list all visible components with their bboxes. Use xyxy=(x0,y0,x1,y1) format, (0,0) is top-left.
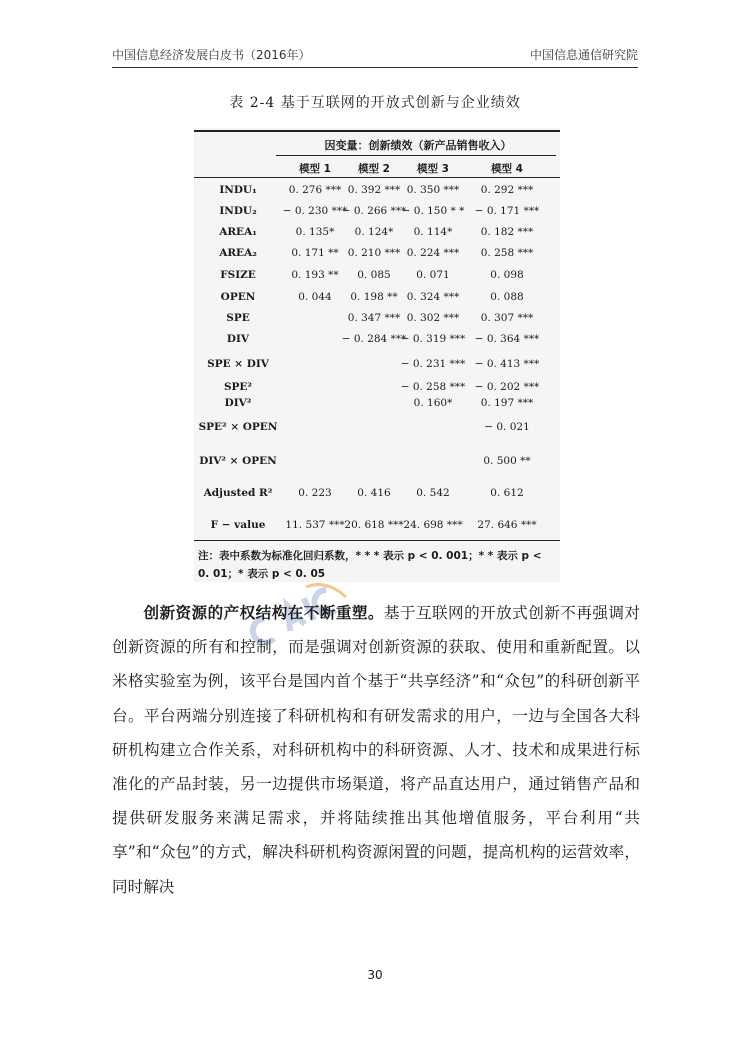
table-cell: 24. 698 *** xyxy=(403,519,463,531)
table-cell: 0. 085 xyxy=(357,269,391,281)
table-top-rule xyxy=(194,130,560,132)
model-header: 模型 1 xyxy=(299,163,331,175)
table-cell: − 0. 364 *** xyxy=(474,333,540,345)
table-row-label: AREA₁ xyxy=(219,226,257,238)
table-cell: − 0. 319 *** xyxy=(400,333,466,345)
regression-table-image xyxy=(194,128,560,582)
table-row-label: DIV² × OPEN xyxy=(199,455,277,467)
page-number: 30 xyxy=(367,968,383,982)
header-organization: 中国信息通信研究院 xyxy=(529,48,638,62)
model-header: 模型 2 xyxy=(358,163,390,175)
table-cell: − 0. 202 *** xyxy=(474,381,540,393)
table-cell: − 0. 231 *** xyxy=(400,358,466,370)
table-cell: 0. 098 xyxy=(490,269,524,281)
table-title: 表 2-4 基于互联网的开放式创新与企业绩效 xyxy=(229,95,521,111)
table-cell: 0. 302 *** xyxy=(406,312,460,324)
table-row-label: INDU₂ xyxy=(219,205,257,217)
table-cell: 0. 044 xyxy=(298,291,332,303)
table-cell: 0. 171 ** xyxy=(291,247,339,259)
table-cell: 0. 114* xyxy=(413,226,453,238)
body-paragraph xyxy=(112,596,640,904)
table-cell: 20. 618 *** xyxy=(344,519,404,531)
table-row-label: AREA₂ xyxy=(219,247,257,259)
table-row-label: DIV² xyxy=(224,397,252,409)
table-cell: 0. 182 *** xyxy=(480,226,534,238)
header-divider xyxy=(112,67,638,68)
table-cell: 0. 276 *** xyxy=(288,184,342,196)
table-cell: 0. 416 xyxy=(357,487,391,499)
table-cell: 0. 292 *** xyxy=(480,184,534,196)
table-cell: − 0. 230 *** xyxy=(282,205,348,217)
table-cell: − 0. 413 *** xyxy=(474,358,540,370)
table-header-rule xyxy=(194,177,560,178)
table-row-label: Adjusted R² xyxy=(203,487,273,499)
table-cell: 0. 350 *** xyxy=(406,184,460,196)
table-cell: 0. 500 ** xyxy=(483,455,531,467)
model-header: 模型 3 xyxy=(417,163,449,175)
table-bottom-rule xyxy=(194,540,560,541)
table-cell: 0. 392 *** xyxy=(347,184,401,196)
table-cell: 0. 071 xyxy=(416,269,450,281)
table-cell: 0. 198 ** xyxy=(350,291,398,303)
table-cell: 0. 612 xyxy=(490,487,524,499)
table-cell: − 0. 021 xyxy=(484,421,530,433)
table-row-label: INDU₁ xyxy=(219,184,257,196)
table-row-label: OPEN xyxy=(220,291,256,303)
table-subheader-rule xyxy=(276,155,556,156)
table-cell: − 0. 258 *** xyxy=(400,381,466,393)
dependent-variable-header: 因变量：创新绩效（新产品销售收入） xyxy=(324,139,512,152)
table-row-label: DIV xyxy=(226,333,250,345)
table-row-label: SPE² × OPEN xyxy=(198,421,278,433)
table-cell: 27. 646 *** xyxy=(477,519,537,531)
table-cell: 0. 542 xyxy=(416,487,450,499)
table-note: 注：表中系数为标准化回归系数，* * * 表示 p < 0. 001；* * 表示 p < 0. 01；* 表示 p < 0. 05 xyxy=(198,550,542,580)
table-row-label: SPE xyxy=(226,312,250,324)
model-header: 模型 4 xyxy=(491,163,523,175)
table-cell: − 0. 266 *** xyxy=(341,205,407,217)
header-document-title: 中国信息经济发展白皮书（2016年） xyxy=(112,48,311,62)
table-cell: − 0. 171 *** xyxy=(474,205,540,217)
table-cell: 0. 210 *** xyxy=(347,247,401,259)
table-row-label: FSIZE xyxy=(220,269,256,281)
table-cell: 0. 347 *** xyxy=(347,312,401,324)
table-cell: 0. 223 xyxy=(298,487,332,499)
table-cell: 0. 307 *** xyxy=(480,312,534,324)
table-cell: 0. 224 *** xyxy=(406,247,460,259)
table-cell: 0. 124* xyxy=(354,226,394,238)
paragraph-text: 基于互联网的开放式创新不再强调对创新资源的所有和控制，而是强调对创新资源的获取、使用和重新配置。以米格实验室为例，该平台是国内首个基于“共享经济”和“众包”的科研创新平台。平台两端分别连接了科研机构和有研发需求的用户，一边与全国各大科研机构建立合作关系，对科研机构中的科研资源、人才、技术和成果进行标准化的产品封装，另一边提供市场渠道，将产品直达用户，通过销售产品和提供研发服务来满足需求，并将陆续推出其他增值服务，平台利用“共享”和“众包”的方式，解决科研机构资源闲置的问题，提高机构的运营效率，同时解决 xyxy=(112,604,640,896)
table-cell: 11. 537 *** xyxy=(285,519,345,531)
table-cell: 0. 135* xyxy=(295,226,335,238)
table-row-label: SPE² xyxy=(223,381,253,393)
table-cell: 0. 088 xyxy=(490,291,524,303)
table-cell: − 0. 284 *** xyxy=(341,333,407,345)
table-row-label: SPE × DIV xyxy=(207,358,269,370)
paragraph-lead: 创新资源的产权结构在不断重塑。 xyxy=(143,604,384,622)
table-cell: 0. 160* xyxy=(413,397,453,409)
table-cell: 0. 197 *** xyxy=(480,397,534,409)
table-cell: − 0. 150 * * xyxy=(401,205,465,217)
table-cell: 0. 324 *** xyxy=(406,291,460,303)
table-cell: 0. 258 *** xyxy=(480,247,534,259)
table-cell: 0. 193 ** xyxy=(291,269,339,281)
table-row-label: F − value xyxy=(210,519,266,531)
